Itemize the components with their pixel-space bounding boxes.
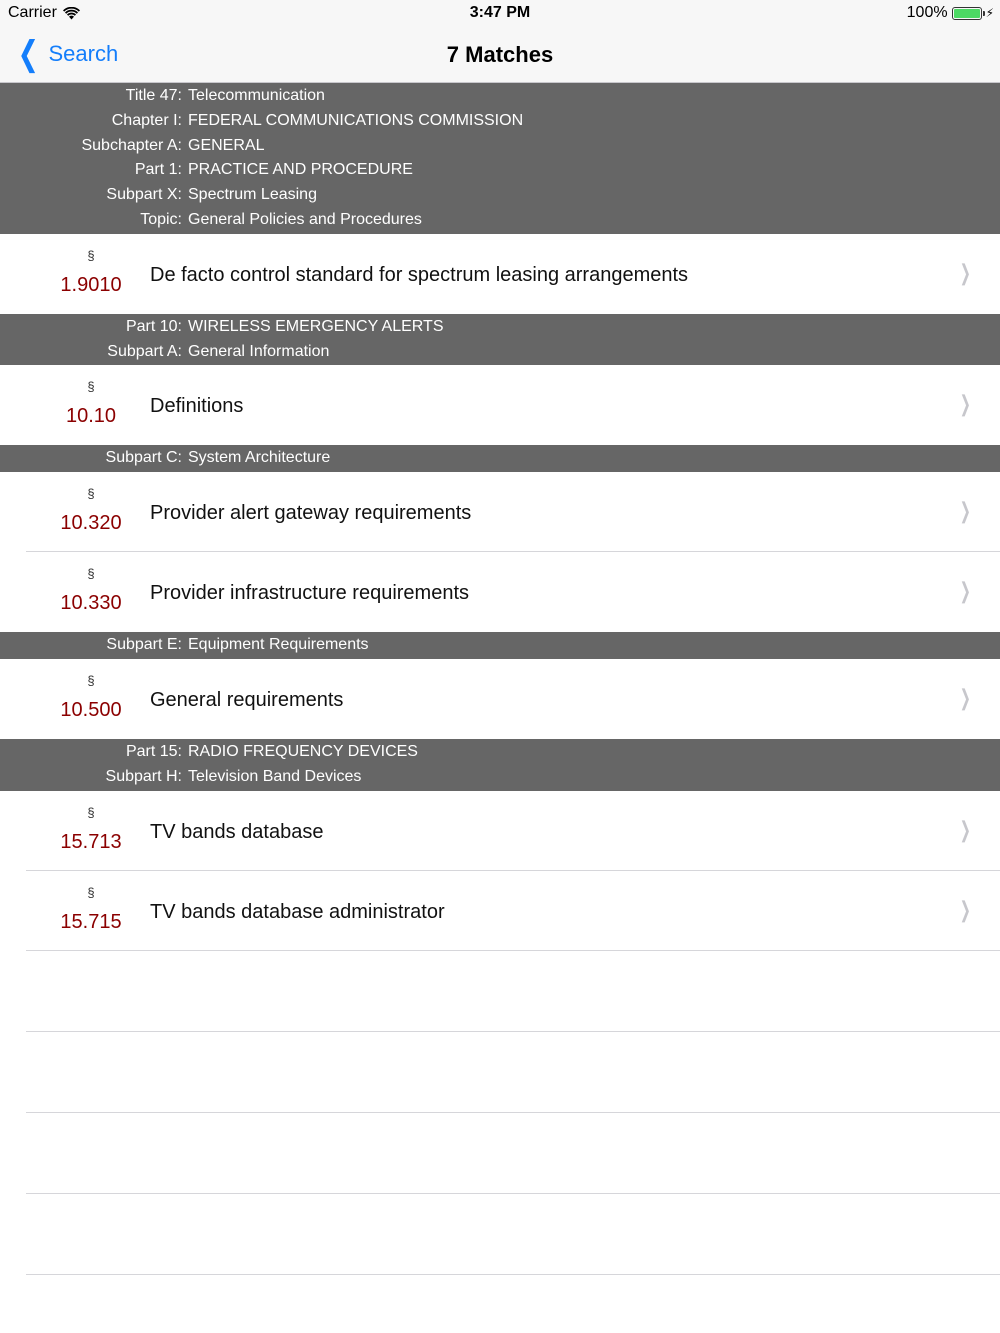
section-title: Provider infrastructure requirements (150, 582, 470, 605)
header-value: Spectrum Leasing (188, 186, 317, 204)
back-button-label: Search (48, 41, 119, 66)
chevron-left-icon: ❮ (17, 35, 39, 73)
header-line (0, 84, 1000, 109)
back-button[interactable] (14, 35, 119, 73)
section-symbol: § (87, 804, 95, 820)
header-line (0, 158, 1000, 183)
header-value: RADIO FREQUENCY DEVICES (188, 742, 418, 760)
chevron-right-icon: ❯ (959, 896, 971, 922)
section-header (0, 632, 1000, 659)
list-item[interactable] (0, 871, 1000, 951)
section-header (0, 83, 1000, 234)
section-header (0, 445, 1000, 472)
header-label: Part 15: (125, 742, 182, 760)
header-value: Telecommunication (188, 87, 325, 104)
header-value: FEDERAL COMMUNICATIONS COMMISSION (188, 111, 524, 129)
list-item[interactable] (0, 659, 1000, 739)
section-title: TV bands database administrator (150, 900, 445, 923)
header-label: Subchapter A: (81, 136, 182, 154)
battery-status (907, 4, 994, 22)
carrier-info (8, 4, 80, 22)
header-line (0, 446, 1000, 471)
page-title: 7 Matches (446, 42, 554, 67)
section-number: 10.500 (60, 698, 122, 721)
chevron-right-icon: ❯ (959, 391, 971, 417)
section-title: De facto control standard for spectrum leasing arrangements (150, 263, 689, 286)
header-value: General Information (188, 342, 330, 360)
header-line (0, 109, 1000, 134)
header-label: Subpart X: (106, 186, 182, 204)
header-line (0, 208, 1000, 233)
header-line (0, 183, 1000, 208)
header-label: Topic: (140, 210, 182, 228)
empty-row (0, 1194, 1000, 1275)
battery-icon (952, 7, 982, 20)
header-line (0, 765, 1000, 790)
chevron-right-icon: ❯ (959, 578, 971, 604)
battery-percent: 100% (906, 4, 948, 21)
empty-row (0, 951, 1000, 1032)
section-number: 15.715 (60, 910, 122, 933)
chevron-right-icon: ❯ (959, 816, 971, 842)
section-number: 1.9010 (60, 273, 122, 296)
empty-row (0, 1113, 1000, 1194)
list-item[interactable] (0, 234, 1000, 314)
header-label: Part 10: (125, 317, 182, 335)
header-label: Subpart H: (105, 767, 182, 785)
header-line (0, 633, 1000, 658)
header-label: Subpart C: (105, 449, 182, 467)
list-item[interactable] (0, 552, 1000, 632)
header-value: WIRELESS EMERGENCY ALERTS (188, 317, 444, 335)
section-number: 10.330 (60, 592, 122, 615)
wifi-icon (63, 7, 80, 20)
section-symbol: § (87, 566, 95, 582)
status-bar (0, 0, 1000, 28)
list-item[interactable] (0, 365, 1000, 445)
header-value: System Architecture (188, 449, 331, 467)
header-line (0, 340, 1000, 365)
header-value: GENERAL (188, 136, 265, 154)
results-list (0, 83, 1000, 1275)
section-symbol: § (87, 672, 95, 688)
header-label: Part 1: (134, 161, 182, 179)
header-label: Subpart E: (106, 636, 182, 654)
list-item[interactable] (0, 791, 1000, 871)
empty-row (0, 1032, 1000, 1113)
navigation-bar (0, 28, 1000, 83)
section-title: TV bands database (150, 820, 324, 843)
header-label: Title 47: (125, 87, 182, 104)
header-label: Subpart A: (107, 342, 182, 360)
header-value: General Policies and Procedures (188, 210, 422, 228)
list-item[interactable] (0, 472, 1000, 552)
header-line (0, 740, 1000, 765)
section-symbol: § (87, 379, 95, 395)
section-title: Provider alert gateway requirements (150, 502, 472, 525)
section-title: Definitions (150, 395, 244, 418)
header-value: Equipment Requirements (188, 636, 369, 654)
header-value: PRACTICE AND PROCEDURE (188, 161, 413, 179)
charging-bolt-icon: ⚡︎ (985, 6, 994, 20)
header-line (0, 315, 1000, 340)
carrier-label: Carrier (8, 4, 57, 21)
section-header (0, 739, 1000, 791)
section-number: 10.320 (60, 512, 122, 535)
section-number: 10.10 (65, 405, 117, 428)
header-value: Television Band Devices (188, 767, 362, 785)
section-header (0, 314, 1000, 366)
section-symbol: § (87, 884, 95, 900)
header-label: Chapter I: (111, 111, 182, 129)
chevron-right-icon: ❯ (959, 684, 971, 710)
section-number: 15.713 (60, 830, 122, 853)
chevron-right-icon: ❯ (959, 498, 971, 524)
section-symbol: § (87, 247, 95, 263)
chevron-right-icon: ❯ (959, 259, 971, 285)
section-symbol: § (87, 486, 95, 502)
section-title: General requirements (150, 688, 344, 711)
header-line (0, 134, 1000, 159)
status-time: 3:47 PM (469, 4, 531, 21)
